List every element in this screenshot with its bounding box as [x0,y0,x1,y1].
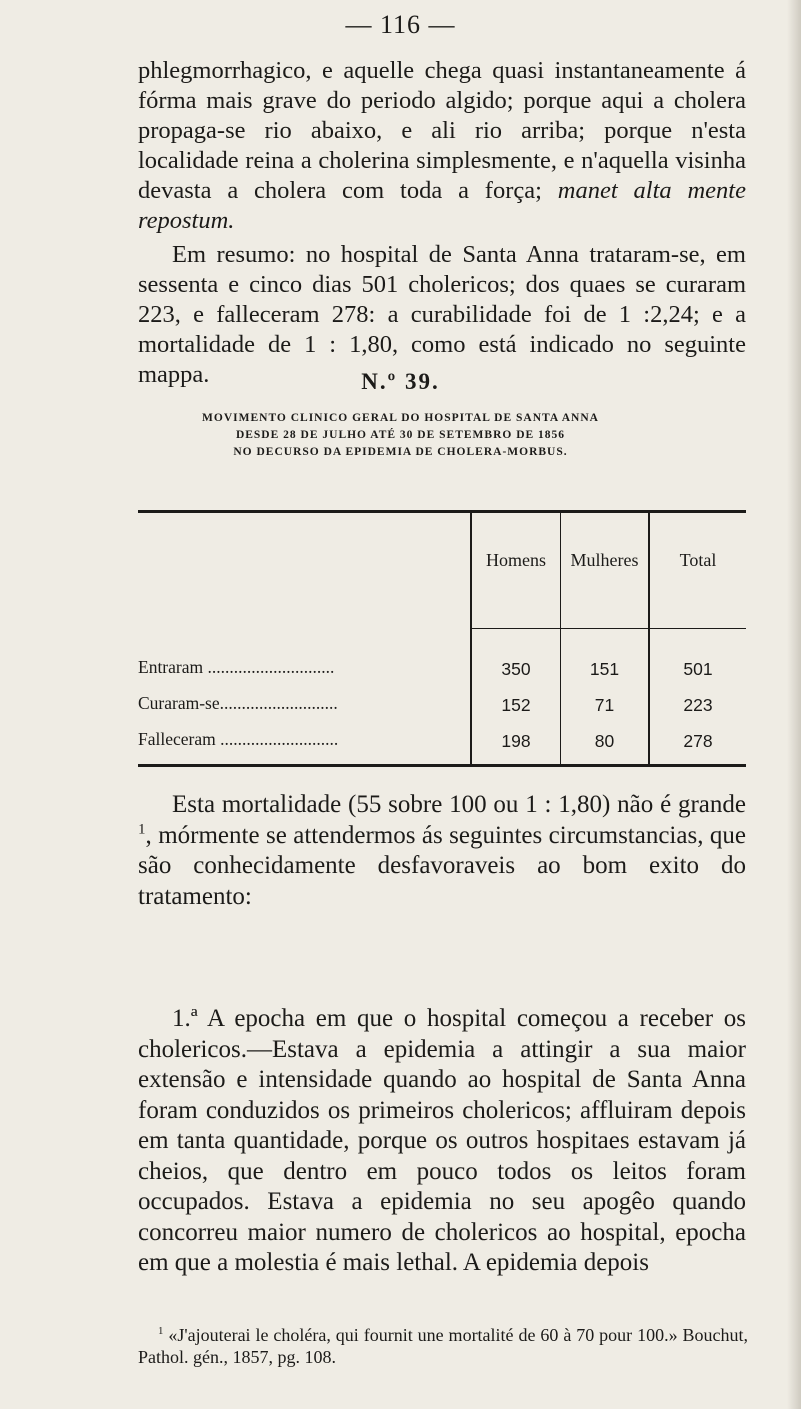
page-number: — 116 — [345,10,456,39]
column-header-men: Homens [486,549,546,570]
column-header-total: Total [679,549,717,570]
table-heading-line-2: DESDE 28 DE JULHO ATÉ 30 DE SETEMBRO DE 1856 [235,429,566,441]
clinical-table [138,510,746,767]
table-heading-line-3: NO DECURSO DA EPIDEMIA DE CHOLERA-MORBUS. [233,446,568,458]
paragraph-mortality-text-1: Esta mortalidade (55 sobre 100 ou 1 : 1,80) não é grande [172,791,746,818]
table-header-rule [470,628,746,629]
page-edge-shadow [787,0,801,1409]
cell-curaram-total: 223 [683,695,713,715]
paragraph-epoch: 1.ª A epocha em que o hospital começou a receber os cholericos.—Estava a epidemia a attingir a sua maior extensão e intensidade quando ao hospital de Santa Anna foram conduzidos os primeiros cholericos; affluiram depois em tanta quantidade, porque os outros hospitaes estavam já cheios, que dentro em pouco todos os leitos foram occupados. Estava a epidemia no seu apogêo quando concorreu maior numero de cholericos ao hospital, epocha em que a molestia é mais lethal. A epidemia depois [138,1005,746,1276]
table-top-rule [138,510,746,513]
table-heading-line-1: MOVIMENTO CLINICO GERAL DO HOSPITAL DE SANTA ANNA [202,412,599,424]
cell-falleceram-total: 278 [683,731,713,751]
table-heading [0,410,801,461]
row-label-entraram: Entraram ............................. [138,657,335,677]
cell-entraram-total: 501 [683,659,713,679]
paragraph-1 [138,56,746,236]
table-bottom-rule [138,764,746,767]
cell-entraram-homens: 350 [501,659,531,679]
footnote-mark: 1 [158,1325,164,1337]
paragraph-1-text: phlegmorrhagico, e aquelle chega quasi instantaneamente á fórma mais grave do periodo algido; porque aqui a cholera propaga-se rio abaixo, e ali rio arriba; porque n'esta localidade reina a cholerina simplesmente, e n'aquella visinha devasta a cholera com toda a força; [138,57,746,204]
cell-curaram-mulheres: 71 [594,695,615,715]
cell-falleceram-homens: 198 [501,731,531,751]
map-number: N.º 39. [361,369,440,394]
paragraph-mortality-text-2: , mórmente se attendermos ás seguintes circumstancias, que são conhecidamente desfavoraveis ao bom exito do tratamento: [138,821,746,910]
paragraph-mortality [138,790,746,912]
cell-curaram-homens: 152 [501,695,531,715]
footnote [138,1324,748,1368]
column-header-women: Mulheres [570,549,639,570]
footnote-text: «J'ajouterai le choléra, qui fournit une mortalité de 60 à 70 pour 100.» Bouchut, Pathol. gén., 1857, pg. 108. [138,1325,749,1367]
paragraph-summary: Em resumo: no hospital de Santa Anna trataram-se, em sessenta e cinco dias 501 cholericos; dos quaes se curaram 223, e falleceram 278: a curabilidade foi de 1 :2,24; e a mortalidade de 1 : 1,80, como está indicado no seguinte mappa. [138,241,746,388]
cell-entraram-mulheres: 151 [589,659,620,679]
cell-falleceram-mulheres: 80 [594,731,615,751]
row-label-falleceram: Falleceram ........................... [138,729,339,749]
row-label-curaram: Curaram-se........................... [138,693,338,713]
footnote-ref: 1 [138,821,146,838]
latin-quote: manet alta mente repostum. [138,177,746,234]
